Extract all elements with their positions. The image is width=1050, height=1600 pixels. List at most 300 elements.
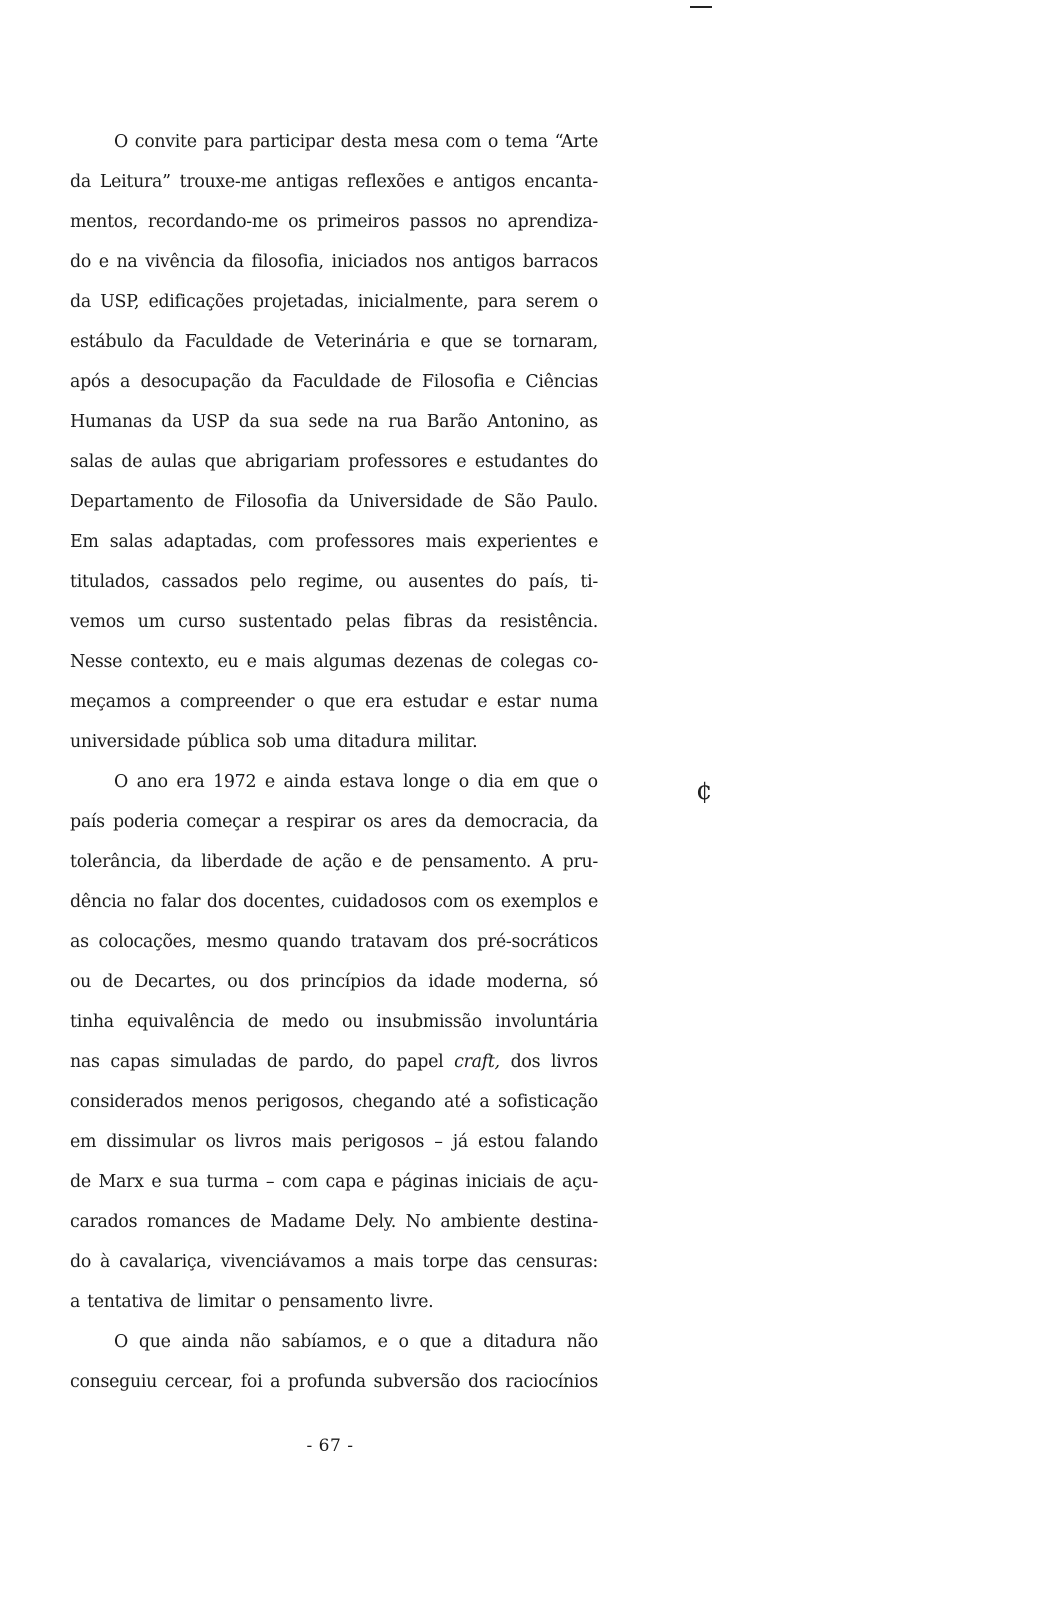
word: era	[176, 772, 205, 792]
word: O	[114, 772, 128, 792]
word: perigosos,	[255, 1092, 344, 1112]
word: e	[477, 692, 488, 712]
word: tentativa	[87, 1292, 163, 1312]
word: –	[434, 1132, 443, 1152]
word: pública	[187, 732, 250, 752]
word: cercear,	[164, 1372, 234, 1392]
word: edificações	[148, 292, 244, 312]
text-line	[70, 722, 598, 762]
word: antigas	[275, 172, 339, 192]
word: de	[266, 1052, 288, 1072]
word: contexto,	[130, 652, 210, 672]
word: vivenciávamos	[220, 1252, 346, 1272]
word: dos	[437, 932, 468, 952]
word: estudar	[402, 692, 468, 712]
word: numa	[549, 692, 598, 712]
word: simuladas	[170, 1052, 257, 1072]
word: passos	[409, 212, 467, 232]
word: cavalariça,	[119, 1252, 212, 1272]
text-line	[70, 682, 598, 722]
word: vemos	[70, 612, 125, 632]
word: participar	[249, 132, 334, 152]
word: sustentado	[238, 612, 333, 632]
word: Nesse	[70, 652, 123, 672]
word: profunda	[287, 1372, 366, 1392]
text-line	[70, 802, 598, 842]
word: na	[357, 412, 379, 432]
text-line	[70, 482, 598, 522]
word: turma	[206, 1172, 259, 1192]
word: ação	[322, 852, 363, 872]
word: o	[261, 1292, 272, 1312]
text-line	[70, 202, 598, 242]
word: A	[540, 852, 554, 872]
word: sua	[169, 1172, 199, 1192]
word: que	[547, 772, 580, 792]
word: começar	[186, 812, 260, 832]
word: O	[114, 1332, 128, 1352]
word: mais	[373, 1252, 414, 1272]
word: do	[70, 1252, 92, 1272]
word: ainda	[181, 1332, 229, 1352]
word: da	[70, 292, 91, 312]
word: idade	[428, 972, 476, 992]
word: em	[70, 1132, 97, 1152]
word: da	[70, 172, 91, 192]
word: censuras:	[515, 1252, 598, 1272]
word: e	[246, 652, 257, 672]
word: titulados,	[70, 572, 150, 592]
word: ou	[342, 1012, 364, 1032]
word: adaptadas,	[163, 532, 257, 552]
word: inicialmente,	[357, 292, 469, 312]
word: as	[579, 412, 598, 432]
word: colocações,	[98, 932, 197, 952]
word: estava	[339, 772, 395, 792]
word: reflexões	[347, 172, 425, 192]
word: de	[70, 1172, 91, 1192]
page-number: - 67 -	[306, 1436, 354, 1456]
word: a	[267, 812, 278, 832]
word: democracia,	[464, 812, 569, 832]
word: ditadura	[483, 1332, 556, 1352]
word: pensamento	[278, 1292, 384, 1312]
word: ares	[390, 812, 427, 832]
word: tolerância,	[70, 852, 162, 872]
word: Departamento	[70, 492, 194, 512]
word: com	[433, 892, 469, 912]
word: com	[445, 132, 482, 152]
word: da	[261, 372, 283, 392]
word: Barão	[426, 412, 478, 432]
word: no	[133, 892, 155, 912]
word: e	[377, 1332, 388, 1352]
text-line	[70, 1202, 598, 1242]
word: país	[70, 812, 105, 832]
text-line	[70, 1282, 598, 1322]
word: projetadas,	[252, 292, 349, 312]
word: antigos	[452, 172, 516, 192]
word: longe	[402, 772, 451, 792]
word: que	[204, 452, 237, 472]
word: da	[161, 412, 183, 432]
word: respirar	[286, 812, 355, 832]
word: da	[465, 612, 487, 632]
text-line	[70, 402, 598, 442]
word: compreender	[179, 692, 295, 712]
word: país,	[528, 572, 569, 592]
word: a	[270, 1372, 281, 1392]
word: se	[483, 332, 502, 352]
word: do	[364, 1052, 386, 1072]
word: dos	[467, 1372, 498, 1392]
word: menos	[191, 1092, 248, 1112]
word: fibras	[403, 612, 453, 632]
word: Faculdade	[184, 332, 273, 352]
word: livros	[234, 1132, 282, 1152]
text-line	[70, 162, 598, 202]
word: de	[471, 652, 492, 672]
word: da	[222, 252, 244, 272]
word: cuidadosos	[331, 892, 427, 912]
word: Ciências	[525, 372, 598, 392]
word: desocupação	[140, 372, 251, 392]
word: mais	[425, 532, 466, 552]
word: no	[476, 212, 498, 232]
word: só	[579, 972, 598, 992]
word: vivência	[145, 252, 216, 272]
word: colegas	[500, 652, 565, 672]
word: dos	[259, 972, 290, 992]
word: poderia	[112, 812, 179, 832]
word: da	[435, 812, 456, 832]
word: O	[114, 132, 128, 152]
text-line	[70, 322, 598, 362]
word: tratavam	[350, 932, 428, 952]
text-line	[70, 442, 598, 482]
word: de	[283, 332, 305, 352]
text-line	[70, 282, 598, 322]
word: iniciados	[331, 252, 408, 272]
word: pré-socráticos	[477, 932, 598, 952]
word: craft,	[454, 1052, 500, 1072]
word: páginas	[391, 1172, 458, 1192]
text-line	[70, 762, 598, 802]
word: estar	[496, 692, 541, 712]
word: do	[495, 572, 517, 592]
word: sabíamos,	[281, 1332, 367, 1352]
text-line	[70, 602, 598, 642]
word: de	[203, 492, 225, 512]
top-edge-mark	[690, 6, 712, 8]
word: estudantes	[474, 452, 569, 472]
word: pelo	[249, 572, 287, 592]
text-line	[70, 1002, 598, 1042]
word: Leitura”	[99, 172, 171, 192]
word: Filosofia	[234, 492, 308, 512]
word: papel	[396, 1052, 444, 1072]
word: ditadura	[337, 732, 411, 752]
word: uma	[293, 732, 331, 752]
word: de	[390, 372, 412, 392]
word: ti-	[580, 572, 598, 592]
word: a	[160, 692, 171, 712]
body-text	[70, 122, 598, 1402]
word: docentes,	[243, 892, 325, 912]
word: estábulo	[70, 332, 143, 352]
word: e	[98, 252, 109, 272]
word: Decartes,	[134, 972, 217, 992]
word: mais	[264, 652, 306, 672]
text-line	[70, 642, 598, 682]
word: dência	[70, 892, 127, 912]
word: meçamos	[70, 692, 151, 712]
word: insubmissão	[376, 1012, 482, 1032]
word: e	[587, 532, 598, 552]
word: a	[120, 372, 131, 392]
word: sua	[269, 412, 299, 432]
word: quando	[277, 932, 341, 952]
word: Dely.	[354, 1212, 397, 1232]
word: de	[169, 1292, 191, 1312]
word: sob	[256, 732, 287, 752]
word: não	[566, 1332, 598, 1352]
word: a	[354, 1252, 365, 1272]
word: o	[303, 692, 315, 712]
word: foi	[240, 1372, 263, 1392]
word: USP,	[100, 292, 140, 312]
word: ano	[136, 772, 168, 792]
word: do	[70, 252, 92, 272]
word: 1972	[213, 772, 257, 792]
word: da	[153, 332, 175, 352]
word: nos	[415, 252, 445, 272]
word: raciocínios	[505, 1372, 598, 1392]
word: e	[373, 1172, 384, 1192]
text-line	[70, 122, 598, 162]
word: que	[323, 692, 356, 712]
word: Veterinária	[314, 332, 410, 352]
word: que	[419, 1332, 452, 1352]
margin-mark: ¢	[696, 776, 713, 806]
word: na	[116, 252, 138, 272]
text-line	[70, 562, 598, 602]
word: destina-	[529, 1212, 598, 1232]
word: USP	[191, 412, 230, 432]
word: curso	[178, 612, 226, 632]
word: eu	[217, 652, 239, 672]
word: sede	[308, 412, 348, 432]
text-line	[70, 1082, 598, 1122]
word: liberdade	[201, 852, 283, 872]
word: tema	[504, 132, 548, 152]
word: sofisticação	[498, 1092, 598, 1112]
word: ausentes	[408, 572, 484, 592]
word: livros	[551, 1052, 598, 1072]
word: pelas	[345, 612, 391, 632]
word: limitar	[197, 1292, 255, 1312]
word: as	[70, 932, 89, 952]
word: Marx	[98, 1172, 144, 1192]
word: ou	[227, 972, 249, 992]
word: subversão	[373, 1372, 461, 1392]
word: o	[458, 772, 469, 792]
word: recordando-me	[147, 212, 279, 232]
word: e	[151, 1172, 162, 1192]
text-line	[70, 362, 598, 402]
word: convite	[134, 132, 197, 152]
word: os	[205, 1132, 225, 1152]
word: cassados	[161, 572, 238, 592]
word: capas	[110, 1052, 160, 1072]
word: e	[371, 852, 382, 872]
word: dos	[510, 1052, 541, 1072]
word: desta	[340, 132, 387, 152]
word: pensamento.	[421, 852, 532, 872]
word: o	[587, 292, 598, 312]
word: da	[577, 812, 598, 832]
word: a	[479, 1092, 490, 1112]
word: com	[282, 1172, 318, 1192]
word: co-	[572, 652, 598, 672]
word: não	[239, 1332, 271, 1352]
word: dissimular	[106, 1132, 196, 1152]
word: com	[268, 532, 304, 552]
word: salas	[70, 452, 113, 472]
word: e	[433, 172, 444, 192]
word: da	[317, 492, 339, 512]
text-line	[70, 1322, 598, 1362]
text-line	[70, 1122, 598, 1162]
word: que	[138, 1332, 171, 1352]
word: estou	[478, 1132, 525, 1152]
word: abrigariam	[244, 452, 340, 472]
word: falar	[160, 892, 201, 912]
word: mais	[291, 1132, 332, 1152]
word: de	[533, 1172, 555, 1192]
word: açu-	[562, 1172, 598, 1192]
word: universidade	[70, 732, 181, 752]
word: de	[291, 852, 313, 872]
word: involuntária	[494, 1012, 598, 1032]
word: à	[100, 1252, 111, 1272]
word: regime,	[297, 572, 364, 592]
word: que	[440, 332, 473, 352]
word: e	[420, 332, 431, 352]
text-line	[70, 242, 598, 282]
word: São	[503, 492, 536, 512]
word: perigosos	[341, 1132, 425, 1152]
word: os	[288, 212, 307, 232]
word: capa	[325, 1172, 366, 1192]
word: medo	[281, 1012, 329, 1032]
word: carados	[70, 1212, 138, 1232]
word: a	[462, 1332, 473, 1352]
word: falando	[534, 1132, 598, 1152]
text-line	[70, 1242, 598, 1282]
word: Em	[70, 532, 99, 552]
word: da	[238, 412, 260, 432]
word: ambiente	[440, 1212, 521, 1232]
word: pru-	[562, 852, 598, 872]
text-line	[70, 922, 598, 962]
word: ainda	[283, 772, 331, 792]
word: para	[203, 132, 243, 152]
text-line	[70, 882, 598, 922]
word: de	[247, 1012, 269, 1032]
word: após	[70, 372, 110, 392]
word: de	[102, 972, 124, 992]
word: era	[364, 692, 394, 712]
word: Universidade	[348, 492, 463, 512]
word: professores	[348, 452, 448, 472]
word: –	[265, 1172, 275, 1192]
word: torpe	[422, 1252, 469, 1272]
word: serem	[525, 292, 579, 312]
word: do	[576, 452, 598, 472]
word: mesmo	[206, 932, 268, 952]
word: experientes	[476, 532, 577, 552]
word: Paulo.	[546, 492, 598, 512]
word: iniciais	[465, 1172, 526, 1192]
word: dia	[477, 772, 504, 792]
text-line	[70, 842, 598, 882]
word: militar.	[417, 732, 478, 752]
word: rua	[388, 412, 418, 432]
word: nas	[70, 1052, 100, 1072]
word: tornaram,	[512, 332, 598, 352]
word: considerados	[70, 1092, 183, 1112]
word: ou	[70, 972, 92, 992]
text-line	[70, 1042, 598, 1082]
word: moderna,	[486, 972, 568, 992]
word: aprendiza-	[507, 212, 598, 232]
word: primeiros	[316, 212, 400, 232]
word: salas	[109, 532, 153, 552]
word: para	[477, 292, 517, 312]
text-line	[70, 962, 598, 1002]
word: de	[391, 852, 413, 872]
word: já	[452, 1132, 468, 1152]
word: o	[398, 1332, 409, 1352]
word: os	[363, 812, 382, 832]
word: Madame	[270, 1212, 346, 1232]
word: dos	[206, 892, 237, 912]
word: ou	[375, 572, 397, 592]
word: antigos	[452, 252, 516, 272]
word: resistência.	[499, 612, 598, 632]
word: chegando	[352, 1092, 436, 1112]
word: “Arte	[554, 132, 598, 152]
word: livre.	[390, 1292, 434, 1312]
word: tinha	[70, 1012, 114, 1032]
word: aulas	[150, 452, 196, 472]
word: de	[121, 452, 143, 472]
word: dezenas	[393, 652, 463, 672]
word: de	[239, 1212, 261, 1232]
word: e	[587, 892, 598, 912]
word: romances	[146, 1212, 231, 1232]
word: exemplos	[500, 892, 582, 912]
word: conseguiu	[70, 1372, 158, 1392]
text-line	[70, 1362, 598, 1402]
word: Humanas	[70, 412, 152, 432]
word: das	[477, 1252, 507, 1272]
word: os	[475, 892, 495, 912]
word: e	[505, 372, 516, 392]
word: barracos	[522, 252, 598, 272]
word: trouxe-me	[179, 172, 267, 192]
